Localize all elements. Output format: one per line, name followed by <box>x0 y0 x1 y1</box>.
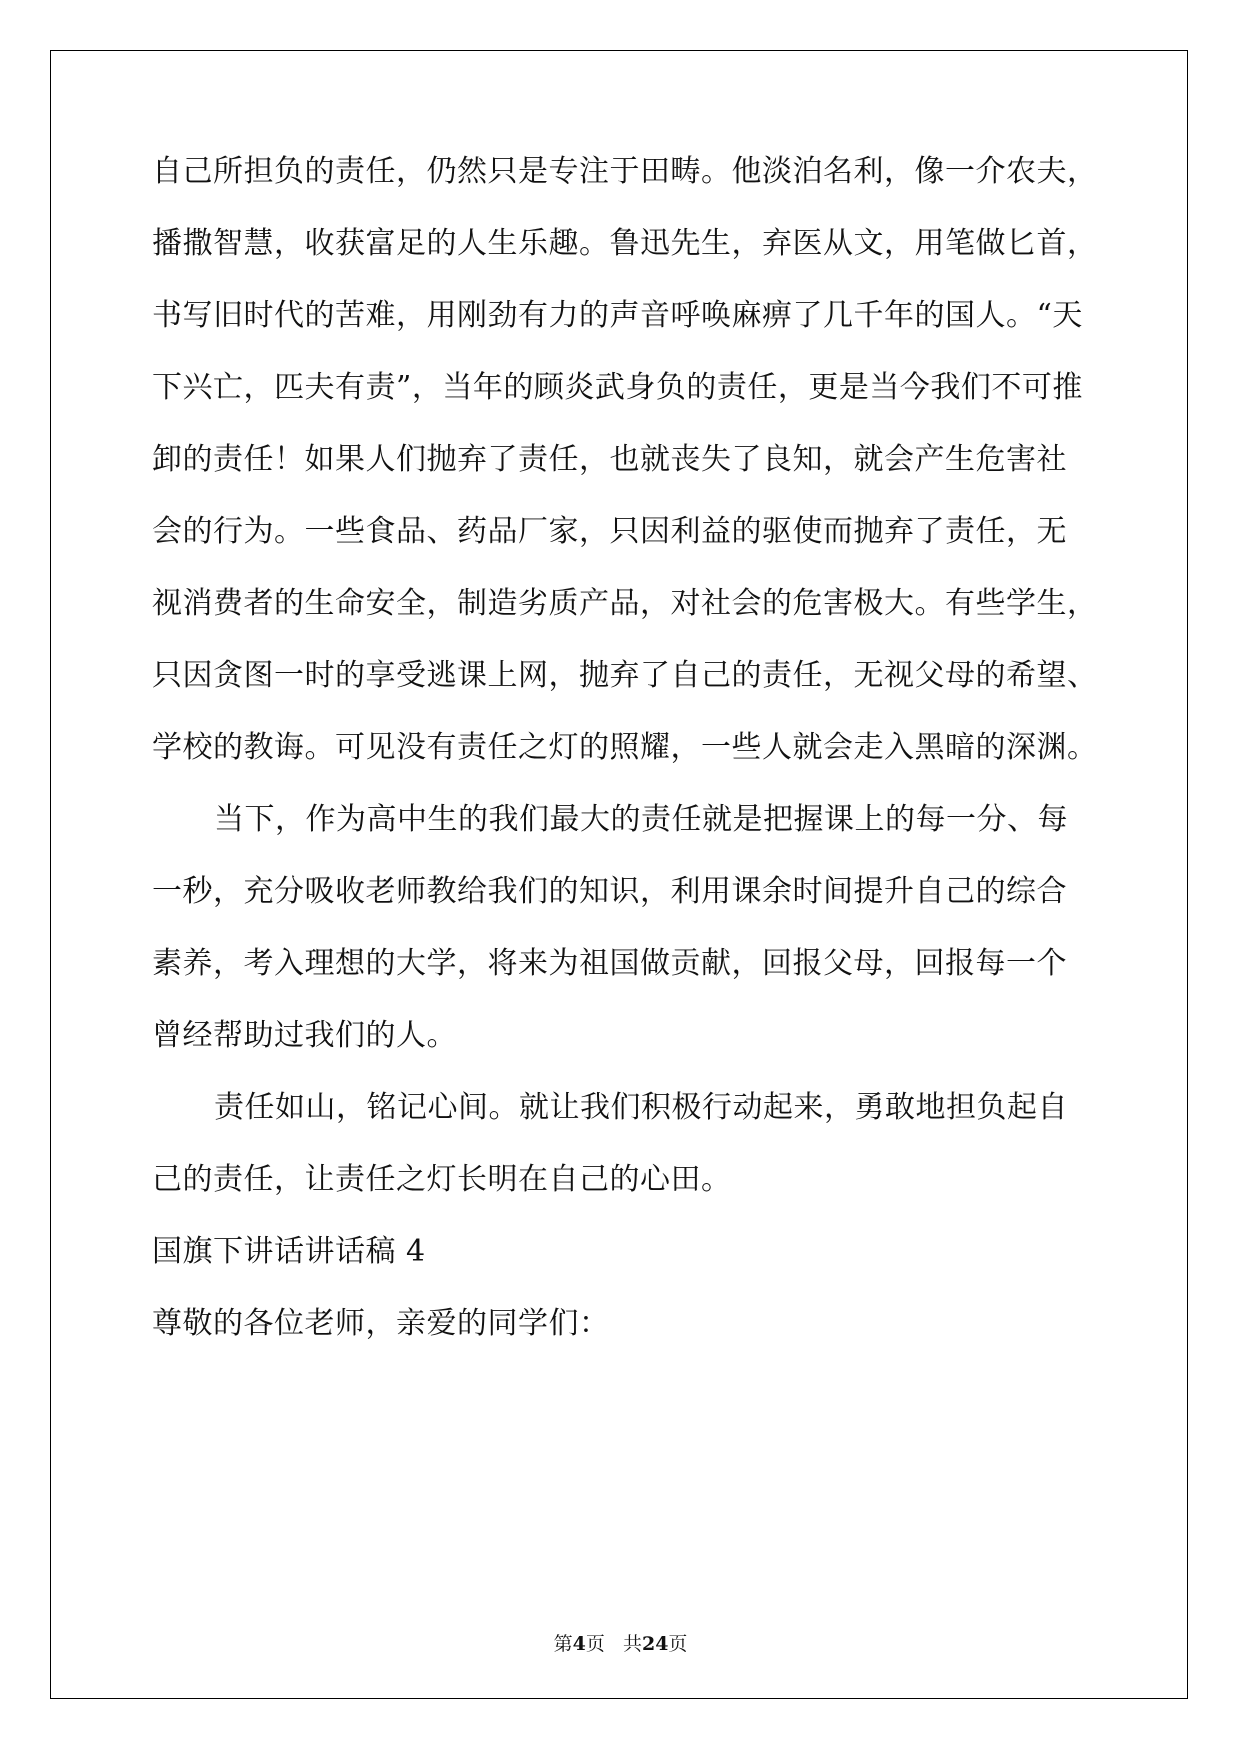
text-line: 播撒智慧，收获富足的人生乐趣。鲁迅先生，弃医从文，用笔做匕首， <box>152 226 1098 261</box>
text-line: 只因贪图一时的享受逃课上网，抛弃了自己的责任，无视父母的希望、 <box>152 658 1098 693</box>
text-line: 会的行为。一些食品、药品厂家，只因利益的驱使而抛弃了责任，无 <box>152 514 1067 549</box>
footer-total-prefix: 共 <box>622 1633 642 1655</box>
text-line: 自己所担负的责任，仍然只是专注于田畴。他淡泊名利，像一介农夫， <box>152 154 1098 189</box>
salutation: 尊敬的各位老师，亲爱的同学们： <box>152 1306 610 1341</box>
text-line: 曾经帮助过我们的人。 <box>152 1018 457 1053</box>
page-number: 4 <box>572 1633 586 1655</box>
total-pages: 24 <box>641 1633 669 1655</box>
text-line: 素养，考入理想的大学，将来为祖国做贡献，回报父母，回报每一个 <box>152 946 1067 981</box>
section-heading: 国旗下讲话讲话稿 4 <box>152 1234 426 1269</box>
text-line: 下兴亡，匹夫有责”，当年的顾炎武身负的责任，更是当今我们不可推 <box>152 370 1083 405</box>
text-line: 卸的责任！如果人们抛弃了责任，也就丧失了良知，就会产生危害社 <box>152 442 1067 477</box>
text-line: 责任如山，铭记心间。就让我们积极行动起来，勇敢地担负起自 <box>214 1090 1068 1125</box>
text-line: 视消费者的生命安全，制造劣质产品，对社会的危害极大。有些学生， <box>152 586 1098 621</box>
text-line: 当下，作为高中生的我们最大的责任就是把握课上的每一分、每 <box>214 802 1068 837</box>
text-line: 学校的教诲。可见没有责任之灯的照耀，一些人就会走入黑暗的深渊。 <box>152 730 1098 765</box>
text-line: 己的责任，让责任之灯长明在自己的心田。 <box>152 1162 732 1197</box>
footer-prefix: 第 <box>553 1633 573 1655</box>
footer-total-suffix: 页 <box>668 1633 688 1655</box>
text-line: 书写旧时代的苦难，用刚劲有力的声音呼唤麻痹了几千年的国人。“天 <box>152 298 1083 333</box>
footer-page-suffix: 页 <box>585 1633 605 1655</box>
page-footer <box>0 1629 1241 1656</box>
text-line: 一秒，充分吸收老师教给我们的知识，利用课余时间提升自己的综合 <box>152 874 1067 909</box>
